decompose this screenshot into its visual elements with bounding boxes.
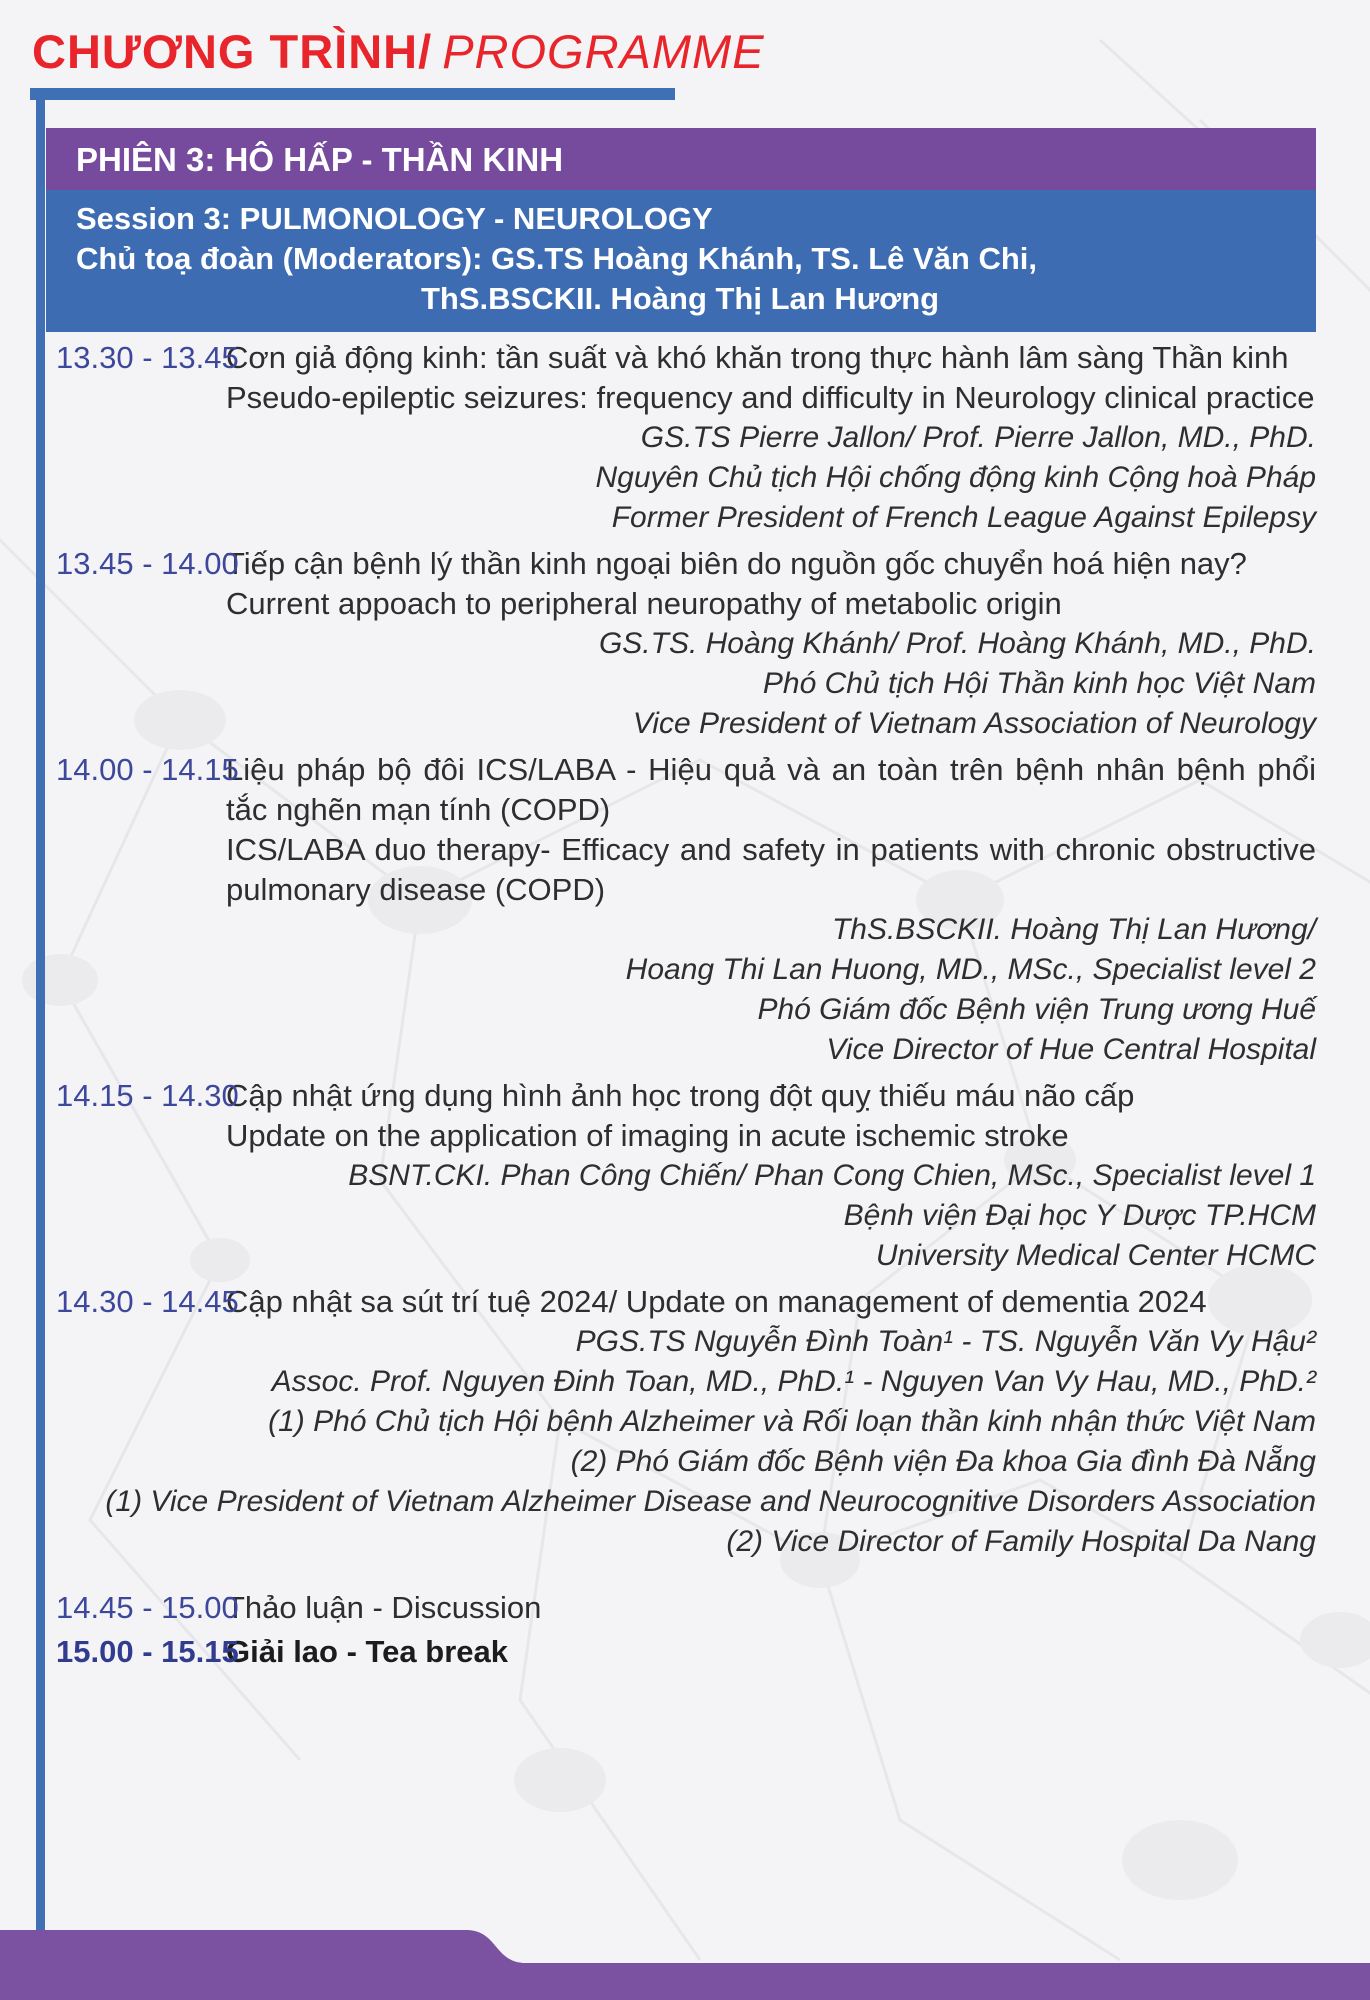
- talk-title-vn: Cơn giả động kinh: tần suất và khó khăn trong thực hành lâm sàng Thần kinh: [226, 340, 1289, 375]
- moderators-line-2: ThS.BSCKII. Hoàng Thị Lan Hương: [421, 281, 940, 316]
- speaker-line: (2) Vice Director of Family Hospital Da Nang: [726, 1525, 1316, 1558]
- session-title-vietnamese: PHIÊN 3: HÔ HẤP - THẦN KINH: [46, 128, 1316, 190]
- speaker-line: Assoc. Prof. Nguyen Đinh Toan, MD., PhD.¹ - Nguyen Van Vy Hau, MD., PhD.²: [271, 1365, 1316, 1398]
- footer-purple-ribbon: [0, 1930, 1370, 2000]
- time-label: 14.00 - 14.15: [56, 752, 239, 787]
- speaker-line: GS.TS. Hoàng Khánh/ Prof. Hoàng Khánh, MD., PhD.: [598, 627, 1316, 660]
- time-label: 15.00 - 15.15: [56, 1634, 239, 1669]
- time-label: 13.45 - 14.00: [56, 546, 239, 581]
- talk-title-en: Current appoach to peripheral neuropathy of metabolic origin: [226, 586, 1062, 621]
- page-title-english: PROGRAMME: [442, 25, 765, 78]
- session-title-english: Session 3: PULMONOLOGY - NEUROLOGY: [76, 201, 713, 236]
- speaker-line: Vice Director of Hue Central Hospital: [826, 1033, 1316, 1066]
- schedule-item-4: [46, 1076, 1316, 1276]
- speaker-line: PGS.TS Nguyễn Đình Toàn¹ - TS. Nguyễn Văn Vy Hậu²: [575, 1325, 1316, 1358]
- speaker-line: BSNT.CKI. Phan Công Chiến/ Phan Cong Chien, MSc., Specialist level 1: [348, 1159, 1316, 1192]
- speaker-line: (1) Vice President of Vietnam Alzheimer Disease and Neurocognitive Disorders Association: [105, 1485, 1316, 1518]
- time-label: 14.45 - 15.00: [56, 1590, 239, 1625]
- speaker-line: Phó Giám đốc Bệnh viện Trung ương Huế: [757, 993, 1316, 1026]
- moderators-line-1: Chủ toạ đoàn (Moderators): GS.TS Hoàng Khánh, TS. Lê Văn Chi,: [76, 241, 1038, 276]
- talk-title-en: Pseudo-epileptic seizures: frequency and difficulty in Neurology clinical practice: [226, 380, 1315, 415]
- schedule-item-teabreak: [46, 1632, 1316, 1672]
- talk-title-vn: Cập nhật ứng dụng hình ảnh học trong đột quỵ thiếu máu não cấp: [226, 1078, 1135, 1113]
- speaker-line: Bệnh viện Đại học Y Dược TP.HCM: [843, 1199, 1316, 1232]
- speaker-line: Phó Chủ tịch Hội Thần kinh học Việt Nam: [762, 667, 1316, 700]
- talk-title-en: Update on the application of imaging in acute ischemic stroke: [226, 1118, 1069, 1153]
- speaker-line: ThS.BSCKII. Hoàng Thị Lan Hương/: [831, 913, 1316, 946]
- session-subheader: [46, 190, 1316, 332]
- schedule-item-5: [46, 1282, 1316, 1562]
- talk-title-vn: Liệu pháp bộ đôi ICS/LABA - Hiệu quả và an toàn trên bệnh nhân bệnh phổi tắc nghẽn mạn tính (COPD): [226, 752, 1316, 827]
- session-header: [46, 128, 1316, 332]
- speaker-line: Nguyên Chủ tịch Hội chống động kinh Cộng hoà Pháp: [595, 461, 1316, 494]
- speaker-line: University Medical Center HCMC: [875, 1239, 1316, 1272]
- talk-title-vn: Cập nhật sa sút trí tuệ 2024/ Update on management of dementia 2024: [226, 1284, 1207, 1319]
- schedule-item-2: [46, 544, 1316, 744]
- schedule-item-3: [46, 750, 1316, 1070]
- discussion-label: Thảo luận - Discussion: [226, 1590, 542, 1625]
- title-underline: [30, 88, 675, 100]
- speaker-line: Vice President of Vietnam Association of Neurology: [632, 707, 1316, 740]
- page-title-vietnamese: CHƯƠNG TRÌNH/: [32, 25, 433, 78]
- talk-title-en: ICS/LABA duo therapy- Efficacy and safety in patients with chronic obstructive pulmonary disease (COPD): [226, 832, 1316, 907]
- schedule-item-1: [46, 338, 1316, 538]
- speaker-line: (1) Phó Chủ tịch Hội bệnh Alzheimer và Rối loạn thần kinh nhận thức Việt Nam: [268, 1405, 1316, 1438]
- schedule-item-discussion: [46, 1588, 1316, 1628]
- speaker-line: (2) Phó Giám đốc Bệnh viện Đa khoa Gia đình Đà Nẵng: [570, 1445, 1316, 1478]
- speaker-line: Former President of French League Against Epilepsy: [611, 501, 1316, 534]
- teabreak-label: Giải lao - Tea break: [226, 1634, 508, 1669]
- schedule-list: [46, 338, 1316, 1672]
- time-label: 14.30 - 14.45: [56, 1284, 239, 1319]
- speaker-line: Hoang Thi Lan Huong, MD., MSc., Specialist level 2: [625, 953, 1316, 986]
- speaker-line: GS.TS Pierre Jallon/ Prof. Pierre Jallon, MD., PhD.: [640, 421, 1316, 454]
- page-title: [32, 24, 765, 79]
- time-label: 13.30 - 13.45: [56, 340, 239, 375]
- left-blue-rail: [36, 98, 45, 1932]
- time-label: 14.15 - 14.30: [56, 1078, 239, 1113]
- talk-title-vn: Tiếp cận bệnh lý thần kinh ngoại biên do nguồn gốc chuyển hoá hiện nay?: [226, 546, 1247, 581]
